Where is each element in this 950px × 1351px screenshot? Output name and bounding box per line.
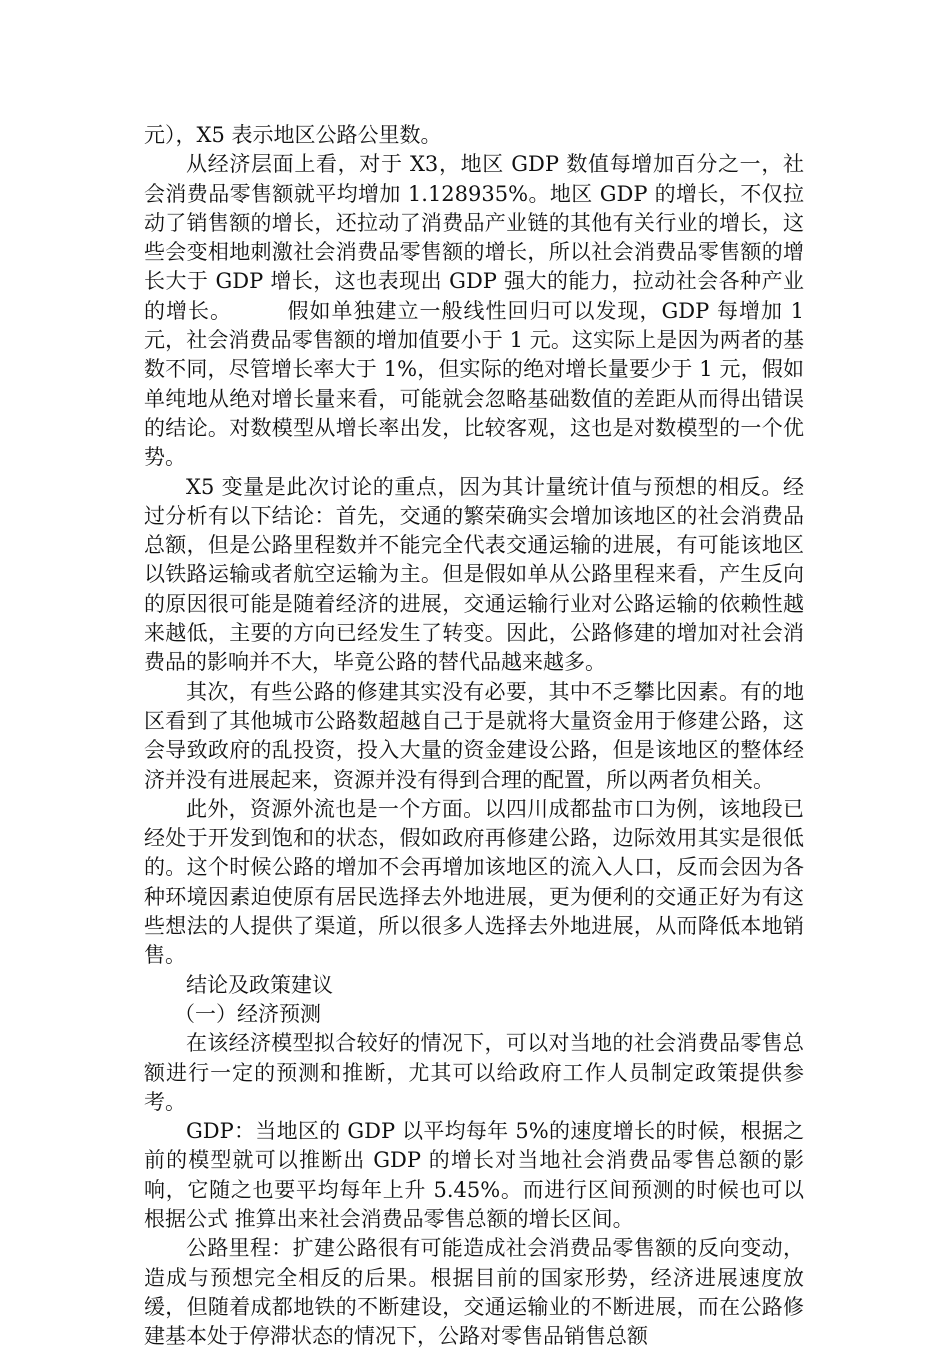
paragraph-secondly: 其次，有些公路的修建其实没有必要，其中不乏攀比因素。有的地区看到了其他城市公路数超越自己于是就将大量资金用于修建公路，这会导致政府的乱投资，投入大量的资金建设公路，但是该地区的整体经济并没有进展起来，资源并没有得到合理的配置，所以两者负相关。 xyxy=(144,679,804,792)
section-heading-conclusion: 结论及政策建议 xyxy=(186,972,333,997)
paragraph-continuation: 元），X5 表示地区公路公里数。 xyxy=(144,123,442,147)
body-text xyxy=(144,121,804,1351)
paragraph-x5-variable: X5 变量是此次讨论的重点，因为其计量统计值与预想的相反。经过分析有以下结论：首先，交通的繁荣确实会增加该地区的社会消费品总额，但是公路里程数并不能完全代表交通运输的进展，有可能该地区以铁路运输或者航空运输为主。但是假如单从公路里程来看，产生反向的原因很可能是随着经济的进展，交通运输行业对公路运输的依赖性越来越低，主要的方向已经发生了转变。因此，公路修建的增加对社会消费品的影响并不大，毕竟公路的替代品越来越多。 xyxy=(144,474,804,675)
paragraph-resource-outflow: 此外，资源外流也是一个方面。以四川成都盐市口为例，该地段已经处于开发到饱和的状态，假如政府再修建公路，边际效用其实是很低的。这个时候公路的增加不会再增加该地区的流入人口，反而会因为各种环境因素迫使原有居民选择去外地进展，更为便利的交通正好为有这些想法的人提供了渠道，所以很多人选择去外地进展，从而降低本地销售。 xyxy=(144,796,804,968)
paragraph-gdp-analysis: 从经济层面上看，对于 X3，地区 GDP 数值每增加百分之一，社会消费品零售额就平均增加 1.128935%。地区 GDP 的增长，不仅拉动了销售额的增长，还拉动了消费品产业链的其他有关行业的增长，这些会变相地刺激社会消费品零售额的增长，所以社会消费品零售额的增长大于 GDP 增长，这也表现出 GDP 强大的能力，拉动社会各种产业的增长。 假如单独建立一般线性回归可以发现，GDP 每增加 1 元，社会消费品零售额的增加值要小于 1 元。这实际上是因为两者的基数不同，尽管增长率大于 1%，但实际的绝对增长量要少于 1 元，假如单纯地从绝对增长量来看，可能就会忽略基础数值的差距从而得出错误的结论。对数模型从增长率出发，比较客观，这也是对数模型的一个优势。 xyxy=(144,152,804,470)
paragraph-model-forecast: 在该经济模型拟合较好的情况下，可以对当地的社会消费品零售总额进行一定的预测和推断，尤其可以给政府工作人员制定政策提供参考。 xyxy=(144,1031,804,1114)
subsection-heading-forecast: （一）经济预测 xyxy=(174,1001,321,1026)
paragraph-road-mileage: 公路里程：扩建公路很有可能造成社会消费品零售额的反向变动，造成与预想完全相反的后果。根据目前的国家形势，经济进展速度放缓，但随着成都地铁的不断建设，交通运输业的不断进展，而在公路修建基本处于停滞状态的情况下，公路对零售品销售总额 xyxy=(144,1236,804,1349)
paragraph-gdp-forecast: GDP：当地区的 GDP 以平均每年 5%的速度增长的时候，根据之前的模型就可以推断出 GDP 的增长对当地社会消费品零售总额的影响，它随之也要平均每年上升 5.45%。而进行区间预测的时候也可以根据公式 推算出来社会消费品零售总额的增长区间。 xyxy=(144,1119,804,1231)
